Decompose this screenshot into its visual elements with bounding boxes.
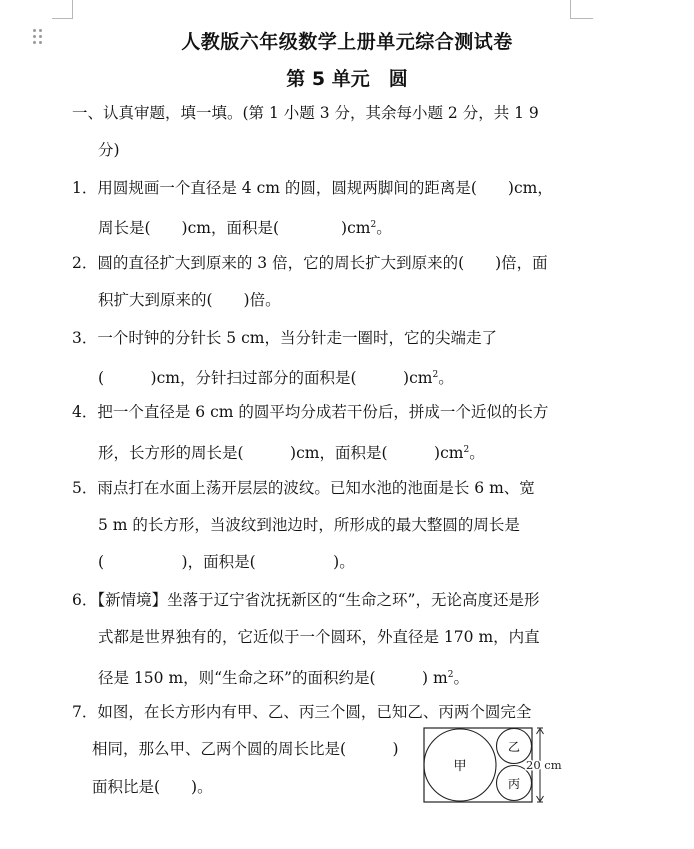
question-3-line1: 3．一个时钟的分针长 5 cm，当分针走一圈时，它的尖端走了 xyxy=(72,329,497,347)
circle-bing-label: 丙 xyxy=(507,777,521,791)
page-corner-mark-top-right xyxy=(570,0,593,19)
document-title: 人教版六年级数学上册单元综合测试卷 xyxy=(181,31,513,53)
question-4-line2: 形，长方形的周长是( )cm，面积是( )$cm^2$。 xyxy=(98,444,485,462)
circles-in-rectangle-figure xyxy=(420,726,580,806)
question-1-line2: 周长是( )cm，面积是( )$cm^2$。 xyxy=(98,219,392,237)
question-7-line3: 面积比是( )。 xyxy=(92,778,213,796)
section-heading-cont: 分) xyxy=(98,141,120,159)
circle-jia-label: 甲 xyxy=(453,759,467,774)
question-3-line2: ( )cm，分针扫过部分的面积是( )$cm^2$。 xyxy=(98,369,454,387)
question-5-line2: 5 m 的长方形，当波纹到池边时，所形成的最大整圆的周长是 xyxy=(98,516,520,534)
section-heading: 一、认真审题，填一填。(第 1 小题 3 分，其余每小题 2 分，共 1 9 xyxy=(72,104,539,122)
question-6-line2: 式都是世界独有的，它近似于一个圆环，外直径是 170 m，内直 xyxy=(98,628,540,646)
question-7-line1: 7．如图，在长方形内有甲、乙、丙三个圆，已知乙、丙两个圆完全 xyxy=(72,703,532,721)
unit-subtitle: 第 5 单元 圆 xyxy=(286,68,408,90)
question-2-line1: 2．圆的直径扩大到原来的 3 倍，它的周长扩大到原来的( )倍，面 xyxy=(72,254,548,272)
dimension-label: 20 cm xyxy=(526,758,562,772)
question-4-line1: 4．把一个直径是 6 cm 的圆平均分成若干份后，拼成一个近似的长方 xyxy=(72,403,549,421)
question-6-line1: 6．【新情境】坐落于辽宁省沈抚新区的“生命之环”，无论高度还是形 xyxy=(72,591,540,609)
circle-yi-label: 乙 xyxy=(507,740,521,754)
question-1-line1: 1．用圆规画一个直径是 4 cm 的圆，圆规两脚间的距离是( )cm， xyxy=(72,179,553,197)
question-7-line2: 相同，那么甲、乙两个圆的周长比是( ) xyxy=(92,740,399,758)
question-5-line3: ( )，面积是( )。 xyxy=(98,553,355,571)
page-corner-mark-top-left xyxy=(52,0,73,19)
question-6-line3: 径是 150 m，则“生命之环”的面积约是( ) $m^2$。 xyxy=(98,669,469,687)
question-2-line2: 积扩大到原来的( )倍。 xyxy=(98,291,281,309)
question-5-line1: 5．雨点打在水面上荡开层层的波纹。已知水池的池面是长 6 m、宽 xyxy=(72,479,535,497)
